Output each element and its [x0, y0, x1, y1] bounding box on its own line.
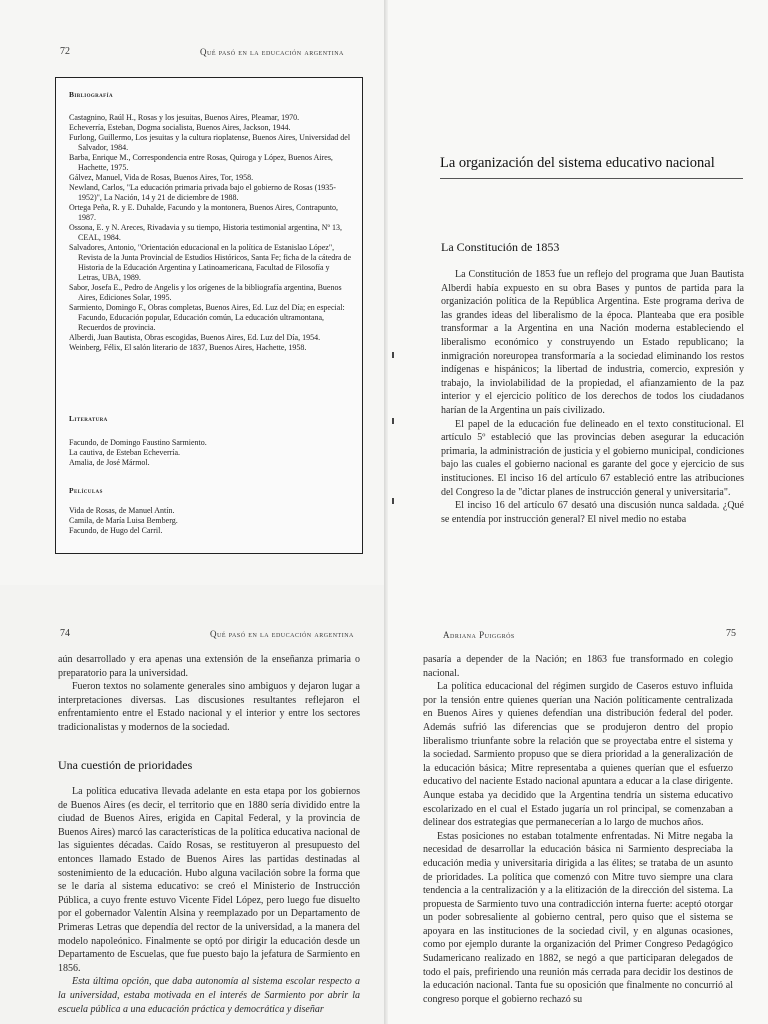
paragraph: El inciso 16 del artículo 67 desató una discusión nunca saldada. ¿Qué se entendía por instrucción general? El nivel medio no estaba [441, 500, 744, 525]
bib-entry: Newland, Carlos, "La educación primaria privada bajo el gobierno de Rosas (1935-1952)", La Nación, 14 y 21 de diciembre de 1988. [69, 183, 336, 202]
page-number: 74 [60, 628, 70, 639]
running-header: Adriana Puiggrós [443, 630, 515, 640]
bib-entry: Sabor, Josefa E., Pedro de Angelis y los orígenes de la bibliografía argentina, Buenos Aires, Ediciones Solar, 1995. [69, 283, 342, 302]
bib-entry: Ossona, E. y N. Areces, Rivadavia y su tiempo, Historia testimonial argentina, Nº 13, CEAL, 1984. [69, 223, 342, 242]
bottom-spread [0, 585, 768, 1024]
bib-entry: Salvadores, Antonio, "Orientación educacional en la política de Estanislao López", Revista de la Junta Provincial de Estudios Históricos, Santa Fe; ficha de la cátedra de Historia de la Educación Argentina y Latinoamericana, Facultad de Filosofía y Letras, UBA, 1989. [69, 243, 352, 282]
page-number: 75 [726, 628, 736, 639]
bibliography-box [55, 77, 363, 554]
bibliography-heading: Bibliografía [69, 90, 113, 99]
film-entry: Vida de Rosas, de Manuel Antín. [69, 506, 175, 515]
paragraph: La Constitución de 1853 fue un reflejo del programa que Juan Bautista Alberdi había expuesto en su obra Bases y puntos de partida para la organización política de la República Argentina. Este programa deriva de las grandes ideas del liberalismo de la época. Planteaba que era posible transformar a la Argentina en una Nación moderna estableciendo el liberalismo económico y construyendo un Estado republicano; la inmigración noreuropea transformaría a la sociedad eliminando los restos indígenas e hispánicos; la libertad de industria, comercio, expresión y trabajo, la inviolabilidad de la propiedad, el afianzamiento de la paz interior y el ejercicio político de los derechos de todos los ciudadanos harían de la Argentina un país civilizado. [441, 269, 744, 416]
page-75-body [423, 653, 733, 1021]
film-entry: Facundo, de Hugo del Carril. [69, 526, 163, 535]
paragraph: Esta última opción, que daba autonomía al sistema escolar respecto a la universidad, estaba motivada en el interés de Sarmiento por abrir la escuela pública a una educación práctica y democrática y diseñar [58, 976, 360, 1015]
margin-mark [392, 352, 394, 358]
paragraph: aún desarrollado y era apenas una extensión de la enseñanza primaria o preparatorio para la universidad. [58, 654, 360, 679]
bib-entry: Castagnino, Raúl H., Rosas y los jesuitas, Buenos Aires, Pleamar, 1970. [69, 113, 300, 122]
page-75 [388, 585, 768, 1024]
page-72 [0, 0, 386, 585]
literature-entry: La cautiva, de Esteban Echeverría. [69, 448, 181, 457]
film-entry: Camila, de María Luisa Bemberg. [69, 516, 178, 525]
running-header: Qué pasó en la educación argentina [200, 47, 344, 57]
section-title: La Constitución de 1853 [441, 240, 560, 254]
paragraph: El papel de la educación fue delineado en el texto constitucional. El artículo 5º estableció que las provincias deben asegurar la educación primaria, la administración de justicia y el gobierno municipal, condiciones bajo las cuales el gobierno nacional es garante del goce y ejercicio de sus instituciones. El inciso 16 del artículo 67 estableció entre las atribuciones del Congreso la de "dictar planes de instrucción general y universitaria". [441, 418, 744, 498]
paragraph: Estas posiciones no estaban totalmente enfrentadas. Ni Mitre negaba la necesidad de desarrollar la educación básica ni Sarmiento despreciaba la educación media y universitaria dirigida a las élites; se trataba de un asunto de prioridades. La política que comenzó con Mitre tuvo siempre una clara tendencia a la centralización y a la elitización de la dirección del sistema. La propuesta de Sarmiento tuvo una contradicción interna fuerte: aceptó otorgar un poder sobresaliente al gobierno central, pero quiso que el sistema se apoyara en las instituciones de la sociedad civil, y en algunas ocasiones, como por ejemplo durante la organización del Primer Congreso Pedagógico Sudamericano realizado en 1882, se negó a que participaran delegados de todo el país, prefiriendo una reunión más cerrada para decidir los destinos de la educación nacional. Tanta fue su oposición que finalmente no concurrió al congreso porque el gobierno rechazó su [423, 830, 733, 1005]
paragraph: Fueron textos no solamente generales sino ambiguos y dejaron lugar a interpretaciones diversas. Las discusiones resultantes reflejaron el enfrentamiento entre el Estado nacional y el interior y entre los sectores tradicionalistas y modernos de la sociedad. [58, 681, 360, 733]
chapter-rule [440, 178, 743, 179]
bib-entry: Barba, Enrique M., Correspondencia entre Rosas, Quiroga y López, Buenos Aires, Hachette, 1975. [69, 153, 333, 172]
literature-list [69, 438, 352, 468]
paragraph: pasaría a depender de la Nación; en 1863 fue transformado en colegio nacional. [423, 654, 733, 679]
margin-mark [392, 418, 394, 424]
films-heading: Películas [69, 486, 103, 495]
bib-entry: Weinberg, Félix, El salón literario de 1837, Buenos Aires, Hachette, 1958. [69, 343, 307, 352]
paragraph: La política educativa llevada adelante en esta etapa por los gobiernos de Buenos Aires (es decir, el territorio que en 1880 sería dividido entre la ciudad de Buenos Aires, erigida en Capital Federal, y la provincia de Buenos Aires) marcó las características de la política educativa nacional de las siguientes décadas. Caído Rosas, se restituyeron al presupuesto del entonces llamado Estado de Buenos Aires las partidas destinadas al sostenimiento de la educación. Hubo alguna vacilación sobre la forma que se le daría al sistema educativo: se creó el Ministerio de Instrucción Pública, a cuyo frente estuvo Vicente Fidel López, pero luego fue disuelto por el gobernador Valentín Alsina y reemplazado por un Departamento de Primeras Letras que dependía del rector de la universidad, a la manera del modelo napoleónico. Finalmente se optó por dirigir la educación desde un Departamento de Escuelas, que fue puesto bajo la jefatura de Sarmiento en 1856. [58, 786, 360, 974]
running-header: Qué pasó en la educación argentina [210, 629, 354, 639]
page-74 [0, 585, 386, 1024]
films-list [69, 506, 352, 536]
margin-mark [392, 498, 394, 504]
page-73-body [441, 268, 744, 530]
bib-entry: Gálvez, Manuel, Vida de Rosas, Buenos Aires, Tor, 1958. [69, 173, 254, 182]
bib-entry: Sarmiento, Domingo F., Obras completas, Buenos Aires, Ed. Luz del Día; en especial: Facundo, Educación popular, Educación común, La educación ultramontana, Recuerdos de provincia. [69, 303, 345, 332]
bibliography-list [69, 113, 352, 353]
paragraph: La política educacional del régimen surgido de Caseros estuvo influida por la tensión entre quienes querían una Nación políticamente centralizada en Buenos Aires y quienes defendían una distribución federal del poder. Además sufrió las diferencias que se produjeron dentro del propio liberalismo triunfante sobre la relación que se proyectaba entre el sistema y la sociedad. Sarmiento propuso que se diera prioridad a la generalización de la educación básica; Mitre representaba a quienes querían que el esfuerzo educativo del naciente Estado nacional apuntara a educar a la clase dirigente. Aunque estaba ya decidido que la Argentina tendría un sistema educativo escolarizado en el cual el Estado jugaría un rol principal, se comenzaban a delinear dos estrategias que permanecerían a lo largo de muchos años. [423, 681, 733, 829]
bib-entry: Ortega Peña, R. y E. Duhalde, Facundo y la montonera, Buenos Aires, Contrapunto, 1987. [69, 203, 339, 222]
literature-entry: Facundo, de Domingo Faustino Sarmiento. [69, 438, 207, 447]
bib-entry: Furlong, Guillermo, Los jesuitas y la cultura rioplatense, Buenos Aires, Universidad del Salvador, 1984. [69, 133, 351, 152]
bib-entry: Echeverría, Esteban, Dogma socialista, Buenos Aires, Jackson, 1944. [69, 123, 291, 132]
page-74-opening [58, 653, 360, 735]
literature-heading: Literatura [69, 414, 108, 423]
chapter-title: La organización del sistema educativo nacional [440, 155, 715, 171]
section-title: Una cuestión de prioridades [58, 758, 193, 772]
page-74-body [58, 785, 360, 1021]
literature-entry: Amalia, de José Mármol. [69, 458, 150, 467]
bib-entry: Alberdi, Juan Bautista, Obras escogidas, Buenos Aires, Ed. Luz del Día, 1954. [69, 333, 321, 342]
page-number: 72 [60, 46, 70, 57]
